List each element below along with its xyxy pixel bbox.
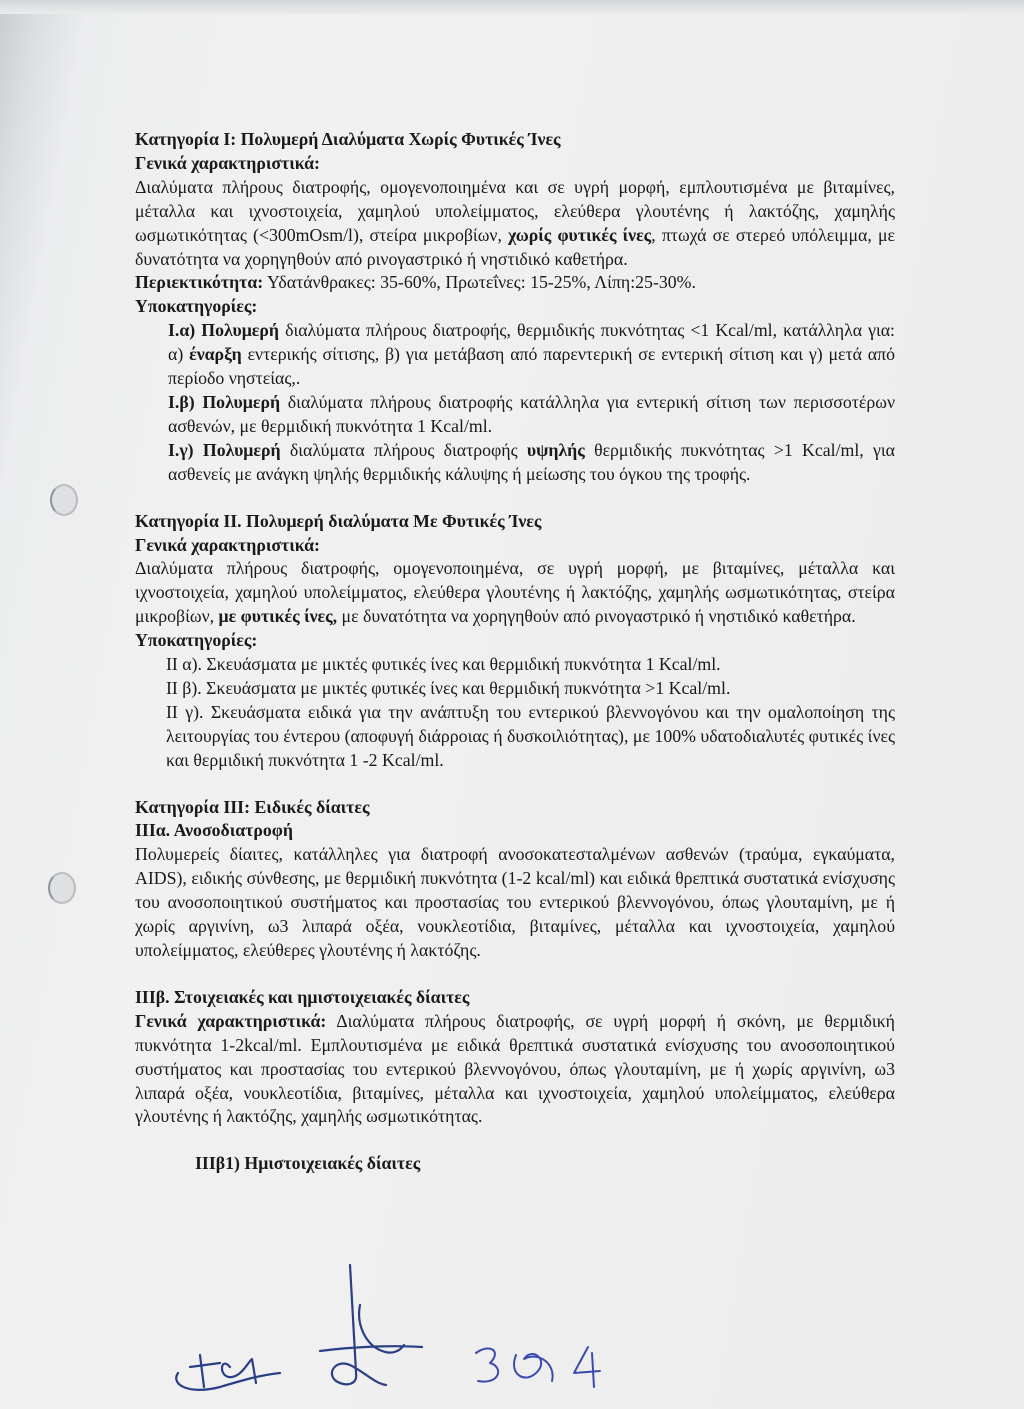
document-page: [135, 128, 895, 1176]
cat2-subcat-iia: ΙΙ α). Σκευάσματα με μικτές φυτικές ίνες και θερμιδική πυκνότητα 1 Kcal/ml.: [166, 654, 721, 675]
scan-top-edge: [0, 0, 1024, 14]
cat1-subcat-ib: [135, 391, 895, 439]
signature-stroke-4: [332, 1265, 386, 1385]
ia-bold: έναρξη: [189, 344, 242, 365]
ia-text-b: εντερικής σίτισης, β) για μετάβαση από παρεντερική σε εντερική σίτιση και γ) μετά από περίοδο νηστείας,.: [168, 344, 895, 389]
cat3-iiib1-title: ΙΙΙβ1) Ημιστοιχειακές δίαιτες: [195, 1153, 421, 1174]
cat2-subcat-label: Υποκατηγορίες:: [135, 630, 258, 651]
punch-hole-top: [50, 484, 78, 516]
cat2-title: Κατηγορία ΙΙ. Πολυμερή διαλύματα Με Φυτικές Ίνες: [135, 510, 542, 531]
cat2-general-label: Γενικά χαρακτηριστικά:: [135, 534, 320, 555]
cat1-content: [135, 271, 895, 295]
ig-text-b: θερμιδικής πυκνότητας >1 Kcal/ml, για ασθενείς με ανάγκη ψηλής θερμιδικής κάλυψης ή μείωσης του όγκου της τροφής.: [168, 439, 895, 484]
cat1-description: [135, 176, 895, 272]
page-mark-digit-3: [476, 1348, 498, 1381]
signature-stroke-6: [320, 1346, 422, 1351]
cat1-subcat-label: Υποκατηγορίες:: [135, 296, 258, 317]
ia-label: Ι.α) Πολυμερή: [168, 320, 280, 341]
cat2-desc-bold: με φυτικές ίνες,: [218, 606, 338, 627]
page-mark-scribble: [514, 1354, 553, 1381]
cat1-desc-b: , πτωχά σε στερεό υπόλειμμα, με δυνατότητα να χορηγηθούν από ρινογαστρικό ή νηστιδικό καθετήρα.: [135, 224, 895, 269]
cat3-iiib-description: [135, 1010, 895, 1130]
cat2-desc-a: Διαλύματα πλήρους διατροφής, ομογενοποιημένα, σε υγρή μορφή, με βιταμίνες, μέταλλα και ιχνοστοιχεία, χαμηλού υπολείμματος, ελεύθερα γλουτένης ή λακτόζης, χαμηλής ωσμωτικότητας, στείρα μικροβίων,: [135, 558, 895, 627]
cat1-desc-a: Διαλύματα πλήρους διατροφής, ομογενοποιημένα και σε υγρή μορφή, εμπλουτισμένα με βιταμίνες, μέταλλα και ιχνοστοιχεία, χαμηλού υπολείμματος, ελεύθερα γλουτένης ή λακτόζης, χαμηλής ωσμωτικότητας (<300mOsm/l), στείρα μικροβίων,: [135, 176, 895, 245]
page-mark-digit-4: [574, 1347, 600, 1387]
cat1-title: Κατηγορία Ι: Πολυμερή Διαλύματα Χωρίς Φυτικές Ίνες: [135, 129, 561, 149]
ib-text: διαλύματα πλήρους διατροφής κατάλληλα για εντερική σίτιση των περισσοτέρων ασθενών, με θερμιδική πυκνότητα 1 Kcal/ml.: [168, 391, 896, 436]
signature-stroke-1: [176, 1373, 280, 1390]
ib-label: Ι.β) Πολυμερή: [168, 391, 281, 412]
ia-text-a: διαλύματα πλήρους διατροφής, θερμιδικής πυκνότητας <1 Kcal/ml, κατάλληλα για: α): [168, 320, 895, 365]
cat2-subcat-iib: ΙΙ β). Σκευάσματα με μικτές φυτικές ίνες και θερμιδική πυκνότητα >1 Kcal/ml.: [166, 677, 731, 698]
cat3-title: Κατηγορία ΙΙΙ: Ειδικές δίαιτες: [135, 796, 370, 817]
cat1-content-label: Περιεκτικότητα:: [135, 272, 264, 293]
cat2-description: [135, 557, 895, 629]
ig-text-a: διαλύματα πλήρους διατροφής: [280, 439, 527, 460]
cat1-general-label: Γενικά χαρακτηριστικά:: [135, 152, 320, 173]
cat2-desc-b: με δυνατότητα να χορηγηθούν από ρινογαστρικό ή νηστιδικό καθετήρα.: [337, 606, 856, 627]
cat1-subcat-ia: [135, 319, 895, 391]
iiib-general-label: Γενικά χαρακτηριστικά:: [135, 1010, 327, 1031]
cat1-subcat-ig: [135, 439, 895, 487]
cat3-iiia-text: Πολυμερείς δίαιτες, κατάλληλες για διατροφή ανοσοκατεσταλμένων ασθενών (τραύμα, εγκαύματα, AIDS), ειδικής σύνθεσης, με θερμιδική πυκνότητα (1-2 kcal/ml) και ειδικά θρεπτικά συστατικά ενίσχυσης του ανοσοποιητικού συστήματος και προστασίας του εντερικού βλεννογόνου, όπως γλουταμίνη, με ή χωρίς αργινίνη, ω3 λιπαρά οξέα, νουκλεοτίδια, βιταμίνες, μέταλλα και ιχνοστοιχεία, χαμηλού υπολείμματος, ελεύθερες γλουτένης ή λακτόζης.: [135, 844, 895, 960]
cat1-content-text: Υδατάνθρακες: 35-60%, Πρωτεΐνες: 15-25%, Λίπη:25-30%.: [263, 272, 696, 293]
cat1-desc-bold: χωρίς φυτικές ίνες: [508, 224, 652, 245]
iiib-text: Διαλύματα πλήρους διατροφής, σε υγρή μορφή ή σκόνη, με θερμιδική πυκνότητα 1-2kcal/ml. Εμπλουτισμένα με ειδικά θρεπτικά συστατικά ενίσχυσης του ανοσοποιητικού συστήματος και προστασίας του εντερικού βλεννογόνου, όπως γλουταμίνη, με ή χωρίς αργινίνη, ω3 λιπαρά οξέα, νουκλεοτίδια, βιταμίνες, μέταλλα και ιχνοστοιχεία, χαμηλού υπολείμματος, ελεύθερα γλουτένης ή λακτόζης, χαμηλής ωσμωτικότητας.: [135, 1010, 895, 1127]
ig-bold: υψηλής: [526, 439, 585, 460]
signature-stroke-2: [190, 1355, 220, 1387]
handwritten-signatures: [160, 1255, 680, 1405]
cat2-subcat-iig: ΙΙ γ). Σκευάσματα ειδικά για την ανάπτυξη του εντερικού βλεννογόνου και την ομαλοποίηση της λειτουργίας του έντερου (αποφυγή διάρροιας ή δυσκοιλιότητας), με 100% υδατοδιαλυτές φυτικές ίνες και θερμιδική πυκνότητα 1 -2 Kcal/ml.: [166, 701, 895, 770]
punch-hole-bottom: [48, 872, 76, 904]
cat3-iiib-title: ΙΙΙβ. Στοιχειακές και ημιστοιχειακές δίαιτες: [135, 986, 470, 1007]
cat3-iiia-title: ΙΙΙα. Ανοσοδιατροφή: [135, 820, 293, 841]
ig-label: Ι.γ) Πολυμερή: [168, 439, 281, 460]
